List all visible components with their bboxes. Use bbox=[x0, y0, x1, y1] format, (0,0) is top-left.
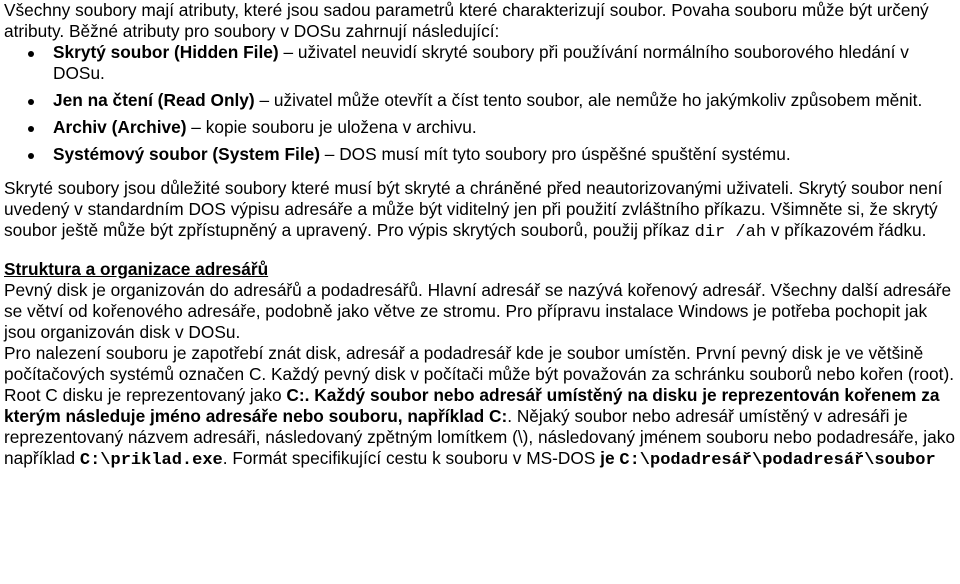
p2-text-1: Pro nalezení souboru je zapotřebí znát disk, adresář a podadresář kde je soubor umístěn. První pevný disk je ve většině počítačových systémů označen C. Každý pevný disk v počítači může být považován za schránku souborů nebo kořen (root). Root C disku je reprezentovaný jako bbox=[4, 343, 954, 405]
bullet-icon bbox=[28, 126, 34, 132]
attribute-dash: – bbox=[186, 117, 206, 137]
bold-je: je bbox=[600, 448, 615, 468]
attribute-term: Skrytý soubor (Hidden File) bbox=[53, 42, 279, 62]
attribute-list bbox=[4, 42, 956, 165]
bullet-icon bbox=[28, 51, 34, 57]
list-item bbox=[4, 42, 956, 84]
hidden-files-paragraph bbox=[4, 178, 956, 243]
section-heading: Struktura a organizace adresářů bbox=[4, 259, 269, 279]
attribute-description: uživatel může otevřít a číst tento soubor, ale nemůže ho jakýmkoliv způsobem měnit. bbox=[273, 90, 923, 110]
attribute-term: Archiv (Archive) bbox=[53, 117, 187, 137]
attribute-dash: – bbox=[319, 144, 340, 164]
attribute-description: kopie souboru je uložena v archivu. bbox=[205, 117, 477, 137]
attribute-dash: – bbox=[278, 42, 298, 62]
list-item bbox=[4, 117, 956, 138]
bullet-icon bbox=[28, 153, 34, 159]
list-item bbox=[4, 90, 956, 111]
intro-paragraph: Všechny soubory mají atributy, které jsou sadou parametrů které charakterizují soubor. Povaha souboru může být určený atributy. Běžné atributy pro soubory v DOSu zahrnují následující: bbox=[4, 0, 929, 41]
section-paragraph-1: Pevný disk je organizován do adresářů a podadresářů. Hlavní adresář se nazývá kořenový adresář. Všechny další adresáře se větví od kořenového adresáře, podobně jako větve ze stromu. Pro přípravu instalace Windows je potřeba pochopit jak jsou organizován disk v DOSu. bbox=[4, 280, 952, 342]
format-path-code: C:\podadresář\podadresář\soubor bbox=[619, 451, 936, 470]
p2-text-2: . Nějaký soubor nebo adresář umístěný v adresáři je reprezentovaný názvem adresáři, následovaný zpětným lomítkem (\), následovaný jménem souboru nebo podadresáře, jako například bbox=[4, 406, 955, 468]
command-code: dir /ah bbox=[694, 223, 767, 242]
example-path-code: C:\priklad.exe bbox=[79, 451, 223, 470]
attribute-dash: – bbox=[254, 90, 274, 110]
attribute-term: Systémový soubor (System File) bbox=[53, 144, 320, 164]
bullet-icon bbox=[28, 99, 34, 105]
attribute-description: uživatel neuvidí skryté soubory při používání normálního souborového hledání v DOSu. bbox=[53, 42, 909, 83]
p2-text-3: . Formát specifikující cestu k souboru v MS-DOS bbox=[222, 448, 601, 468]
bold-sentence: . Každý soubor nebo adresář umístěný na disku je reprezentován kořenem za kterým následuje jméno adresáře nebo souboru, například C: bbox=[4, 385, 940, 426]
attribute-term: Jen na čtení (Read Only) bbox=[53, 90, 255, 110]
hidden-text-after: v příkazovém řádku. bbox=[766, 220, 927, 240]
hidden-text-before: Skryté soubory jsou důležité soubory které musí být skryté a chráněné před neautorizovanými uživateli. Skrytý soubor není uvedený v standardním DOS výpisu adresáře a může být viditelný jen při použití zvláštního příkazu. Všimněte si, že skrytý soubor ještě může být zpřístupněný a upravený. Pro výpis skrytých souborů, použij příkaz bbox=[4, 178, 943, 240]
directory-section bbox=[4, 259, 956, 471]
list-item bbox=[4, 144, 956, 165]
root-c-bold: C: bbox=[286, 385, 305, 405]
section-paragraph-2 bbox=[4, 343, 956, 471]
attribute-description: DOS musí mít tyto soubory pro úspěšné spuštění systému. bbox=[339, 144, 791, 164]
